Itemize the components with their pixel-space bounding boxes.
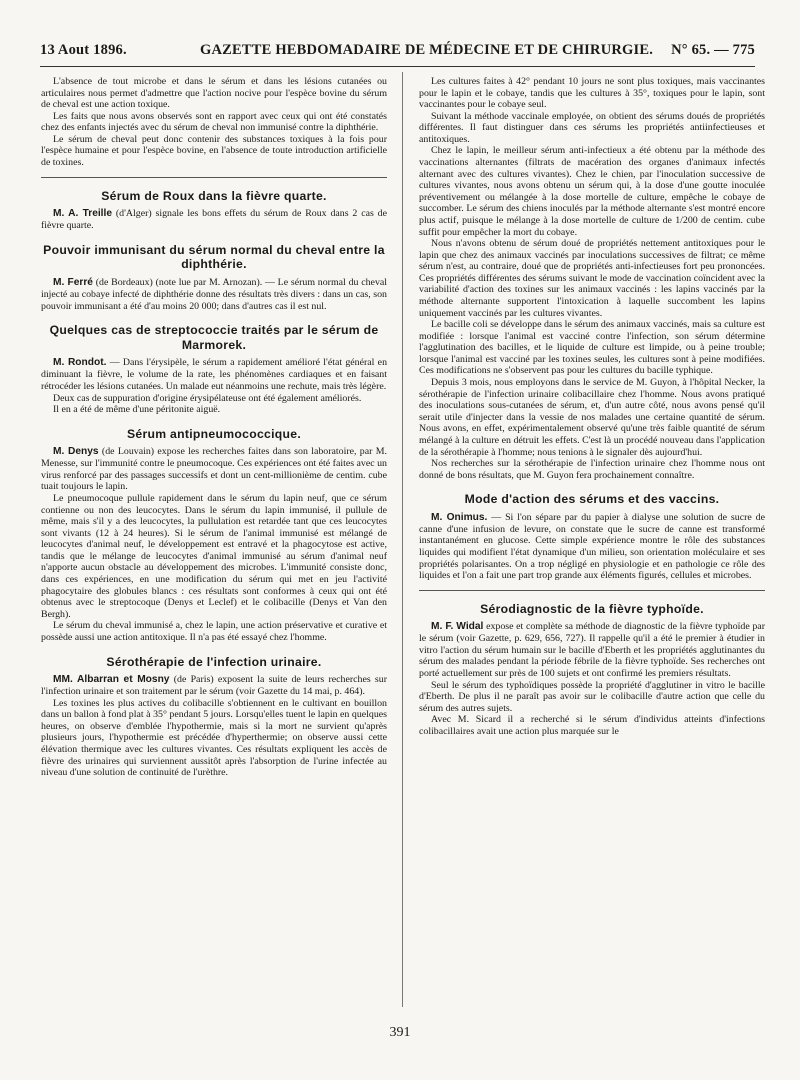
paragraph: Nos recherches sur la sérothérapie de l'infection urinaire chez l'homme nous ont donné de bons résultats, que M. Guyon fera prochainement connaître. [419, 458, 765, 481]
header-issue-page: N° 65. — 775 [671, 42, 755, 58]
paragraph: Suivant la méthode vaccinale employée, on obtient des sérums doués de propriétés différentes. Il faut distinguer dans ces sérums les propriétés antiinfectieuses et antitoxiques. [419, 110, 765, 145]
paragraph-text: (de Bordeaux) (note lue par M. Arnozan). — Le sérum normal du cheval injecté au cobaye infecté de diphthérie donne des résultats très divers : dans un cas, son pouvoir immunisant a été d'au moins 20 000; dans d'autres cas il est nul. [41, 277, 387, 312]
author-name: M. Onimus. [431, 511, 488, 523]
running-header [40, 40, 755, 67]
paragraph: Deux cas de suppuration d'origine érysipélateuse ont été également améliorés. [53, 392, 362, 404]
paragraph-text: (d'Alger) signale les bons effets du sérum de Roux dans 2 cas de fièvre quarte. [41, 208, 387, 232]
section-heading: Sérodiagnostic de la fièvre typhoïde. [480, 601, 704, 616]
author-name: M. F. Widal [431, 621, 484, 633]
paragraph-text: — Dans l'érysipèle, le sérum a rapidement amélioré l'état général en diminuant la fièvre, le volume de la rate, les phénomènes cardiaques et en faisant rétrocéder les lésions cutanées. Un malade eut néanmoins une rechute, mais très légère. [41, 357, 387, 392]
paragraph: Le bacille coli se développe dans le sérum des animaux vaccinés, mais sa culture est modifiée : lorsque l'animal est vacciné contre l'infection, son sérum détermine l'agglutination des bacilles, et le liquide de culture est limpide, ou à peine trouble; lorsque l'animal est vacciné par les toxines seules, les cultures sont à peine modifiées. Ces modifications ne s'observent pas pour les cultures du bacille typhique. [419, 319, 765, 377]
author-name: MM. Albarran et Mosny [53, 674, 170, 686]
section-heading: Sérothérapie de l'infection urinaire. [106, 654, 322, 669]
paragraph [41, 446, 387, 493]
section-heading: Quelques cas de streptococcie traités par le sérum de Marmorek. [49, 323, 379, 352]
paragraph [419, 512, 765, 582]
paragraph-text: expose et complète sa méthode de diagnostic de la fièvre typhoïde par le sérum (voir Gazette, p. 629, 656, 727). Il rappelle qu'il a été le premier à étudier in vitro l'action du sérum humain sur le bacille d'Eberth et les propriétés agglutinantes du sérum des malades pendant la période fébrile de la fièvre typhoïde. Ses recherches ont porté actuellement sur près de 100 sujets et ont confirmé les premiers résultats. [419, 621, 765, 680]
paragraph-text: (de Paris) exposent la suite de leurs recherches sur l'infection urinaire et son traitement par le sérum (voir Gazette du 14 mai, p. 464). [41, 674, 387, 698]
right-column [419, 76, 765, 1006]
author-name: M. Denys [53, 446, 99, 458]
paragraph: Les cultures faites à 42° pendant 10 jours ne sont plus toxiques, mais vaccinantes pour le lapin et le cobaye, tandis que les cultures à 35°, toxiques pour le lapin, sont vaccinantes pour le cobaye seul. [419, 76, 765, 111]
paragraph [419, 621, 765, 679]
paragraph: Depuis 3 mois, nous employons dans le service de M. Guyon, à l'hôpital Necker, la sérothérapie de l'infection urinaire colibacillaire chez l'homme. Nous avons pratiqué des inoculations sous-cutanées de sérum, et, d'un autre côté, nous avons pensé qu'il serait utile d'injecter dans la vessie de nos malades une certaine quantité de sérum. Nous avons, en effet, expérimentalement observé qu'une très faible quantité de sérum mélangé à la culture en détruit les effets. C'est là un procédé nouveau dans l'application de la sérothérapie à l'homme; nous tenions à le signaler dès aujourd'hui. [419, 377, 765, 458]
paragraph: Il en a été de même d'une péritonite aiguë. [53, 404, 221, 416]
section-heading: Mode d'action des sérums et des vaccins. [464, 492, 720, 507]
section-rule [419, 590, 765, 591]
paragraph [41, 674, 387, 698]
paragraph: Seul le sérum des typhoïdiques possède la propriété d'agglutiner in vitro le bacille d'Eberth. De plus il ne paraît pas avoir sur le colibacille d'autre action que celle du sérum des autres sujets. [419, 679, 765, 714]
section-heading: Pouvoir immunisant du sérum normal du cheval entre la diphthérie. [43, 242, 385, 272]
paragraph [41, 277, 387, 312]
page-number: 391 [389, 1025, 411, 1040]
paragraph: Le sérum du cheval immunisé a, chez le lapin, une action préservative et curative et possède aussi une action antitoxique. Il n'a pas été essayé chez l'homme. [41, 620, 387, 643]
paragraph [41, 357, 387, 392]
section-heading: Sérum antipneumococcique. [126, 426, 302, 441]
section-heading: Sérum de Roux dans la fièvre quarte. [101, 188, 327, 203]
author-name: M. Ferré [53, 277, 93, 289]
paragraph: Avec M. Sicard il a recherché si le sérum d'individus atteints d'infections colibacillaires avait une action plus marquée sur le [419, 714, 765, 737]
paragraph-text: — Si l'on sépare par du papier à dialyse une solution de sucre de canne d'une infusion de levure, on constate que le sucre de canne est transformé instantanément en glucose. Cette simple expérience montre le rôle des substances liquides qui modifient l'état dynamique d'un milieu, son orientation moléculaire et ses propriétés polarisantes. On a trop négligé en physiologie et en pathologie ce rôle des liquides et l'on a fait une part trop grande aux éléments figurés, cellules et microbes. [419, 511, 765, 582]
header-date: 13 Aout 1896. [40, 42, 127, 58]
author-name: M. A. Treille [53, 208, 113, 220]
header-journal-title: GAZETTE HEBDOMADAIRE DE MÉDECINE ET DE CHIRURGIE. [200, 42, 654, 58]
paragraph: Les faits que nous avons observés sont en rapport avec ceux qui ont été constatés chez des enfants injectés avec du sérum de cheval non immunisé contre la diphthérie. [41, 110, 387, 134]
paragraph: Le pneumocoque pullule rapidement dans le sérum du lapin neuf, que ce sérum contienne ou non des leucocytes. Dans le sérum du lapin immunisé, il pullule de même, mais s'il y a des leucocytes, la pullulation est retardée tant que ces leucocytes sont vivants (12 à 24 heures). Si le sérum de l'animal immunisé est mélangé de leucocytes d'animal neuf, le développement est entravé et la phagocytose est active, tandis que le mélange de leucocytes d'animal immunisé au sérum d'animal neuf n'apporte aucun obstacle au développement des microbes. L'immunité consiste donc, dans ces expériences, en une modification du sérum qui met en jeu l'activité phagocytaire des globules blancs : ces résultats sont conformes à ceux qui ont été obtenus avec le streptocoque (Denys et Leclef) et le colibacille (Denys et Van den Bergh). [41, 493, 387, 620]
left-column [41, 76, 387, 1006]
paragraph [41, 208, 387, 232]
paragraph: Le sérum de cheval peut donc contenir des substances toxiques à la fois pour l'espèce humaine et pour l'espèce bovine, en l'absence de toute introduction artificielle de toxines. [41, 133, 387, 169]
paragraph-text: (de Louvain) expose les recherches faites dans son laboratoire, par M. Menesse, sur l'immunité contre le pneumocoque. Ces expériences ont été faites avec un virus renforcé par des passages successifs et dont un cent-millionième de centim. cube tuait toujours le lapin. [41, 446, 387, 493]
paragraph: Nous n'avons obtenu de sérum doué de propriétés nettement antitoxiques pour le lapin que chez des animaux vaccinés par inoculations successives de filtrat; ce même sérum n'est, au contraire, doué que de propriétés anti-infectieuses fort peu prononcées. Ces propriétés différentes des sérums suivant le mode de vaccination coïncident avec la variabilité d'action des toxines sur les animaux vaccinés : les lapins vaccinés par la méthode alternante supportent l'intoxication à laquelle succombent les lapins uniquement vaccinés par les cultures vivantes. [419, 238, 765, 319]
column-divider [402, 72, 403, 1007]
paragraph: L'absence de tout microbe et dans le sérum et dans les lésions cutanées ou articulaires nous permet d'admettre que l'action nocive pour l'espèce bovine du sérum de cheval est une action toxique. [41, 76, 387, 111]
paragraph: Les toxines les plus actives du colibacille s'obtiennent en le cultivant en bouillon dans un ballon à fond plat à 35° pendant 5 jours. Lorsqu'elles tuent le lapin en quelques heures, on observe d'emblée l'hypothermie, mais si la mort ne survient qu'après plusieurs jours, l'hypothermie est précédée d'hyperthermie; on observe aussi cette élévation thermique avec les cultures vivantes. Ces résultats expliquent les accès de fièvre des urinaires qui surviennent aussitôt après l'absorption de l'urine infectée au niveau d'une solution de continuité de l'urèthre. [41, 697, 387, 779]
section-rule [41, 177, 387, 178]
author-name: M. Rondot. [53, 357, 107, 369]
paragraph: Chez le lapin, le meilleur sérum anti-infectieux a été obtenu par la méthode des vaccinations alternantes (filtrats de macération des organes d'animaux infectés alternant avec des cultures vivantes). Chez le chien, par l'inoculation successive de cultures vivantes, nous avons obtenu un sérum qui, à la dose d'une goutte inoculée préventivement ou mélangée à la dose mortelle de culture, empêche le cobaye de succomber. Le sérum des chiens inoculés par la méthode alternante s'est montré encore plus actif, puisque le mélange à la dose mortelle de culture de 1/200 de centim. cube suffit pour empêcher la mort du cobaye. [419, 145, 765, 238]
